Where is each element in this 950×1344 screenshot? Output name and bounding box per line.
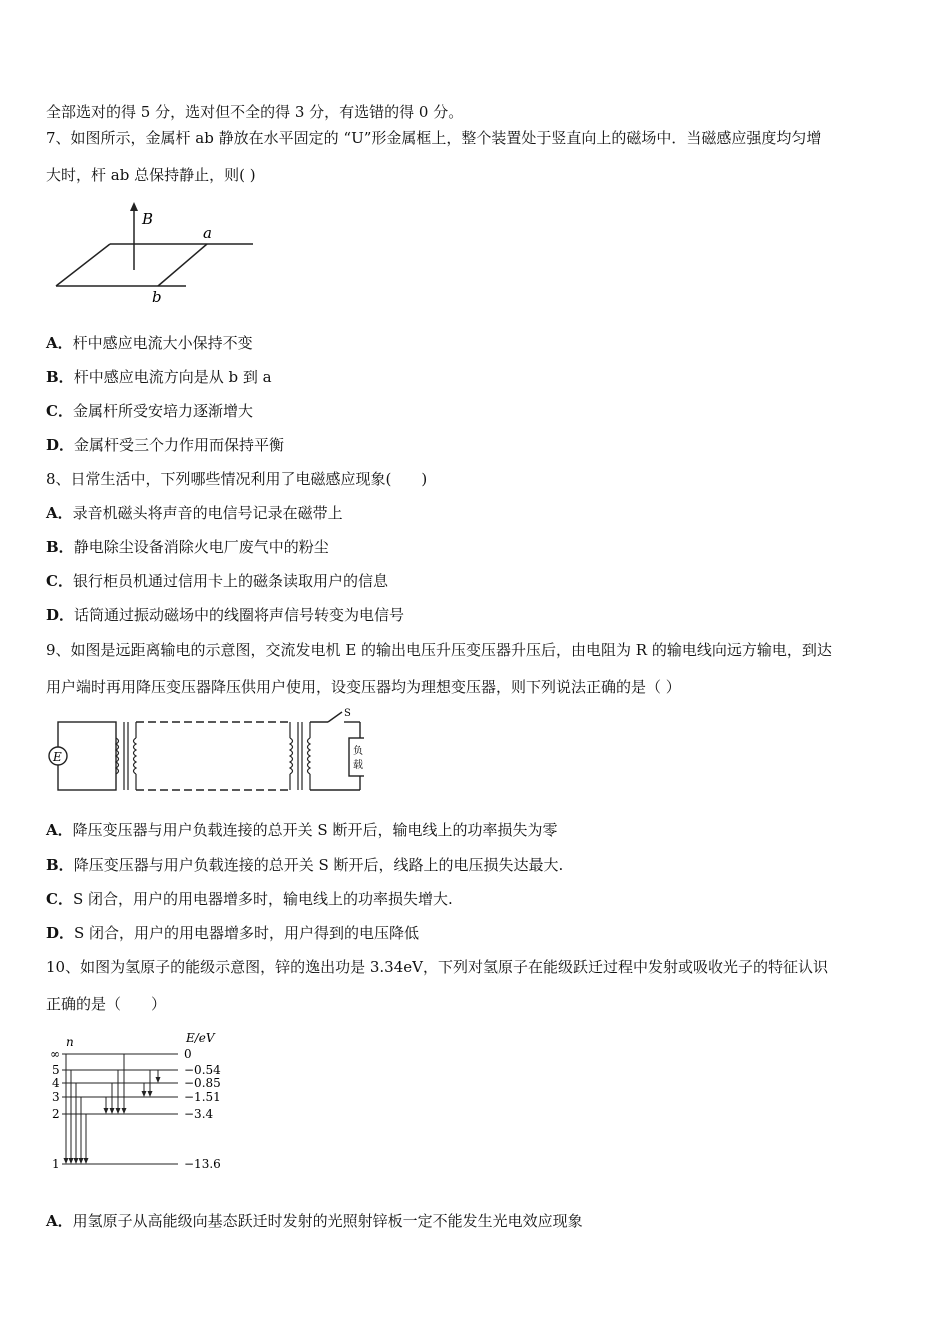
q10-level-n-1: 5 [52, 1063, 60, 1077]
q9-label-E: E [53, 750, 62, 764]
q10-E-label: E/eV [186, 1031, 215, 1045]
q9-label-S: S [344, 708, 351, 719]
q9-option-b: B．降压变压器与用户负载连接的总开关 S 断开后，线路上的电压损失达最大. [46, 856, 564, 874]
q8-option-c: C．银行柜员机通过信用卡上的磁条读取用户的信息 [46, 572, 388, 590]
q10-level-n-0: ∞ [50, 1047, 60, 1061]
q10-option-a: A．用氢原子从高能级向基态跃迁时发射的光照射锌板一定不能发生光电效应现象 [46, 1212, 583, 1230]
q8-option-b: B．静电除尘设备消除火电厂废气中的粉尘 [46, 538, 329, 556]
q7-b-arrowhead [130, 202, 138, 211]
q9-stem-line2: 用户端时再用降压变压器降压供用户使用，设变压器均为理想变压器，则下列说法正确的是（ ） [46, 678, 681, 696]
q8-option-a: A．录音机磁头将声音的电信号记录在磁带上 [46, 504, 343, 522]
q10-level-E-1: −0.54 [184, 1063, 221, 1077]
q10-stem-line2: 正确的是（ ） [46, 995, 167, 1013]
q10-transition-arrowhead-4 [84, 1158, 89, 1164]
q9-load-label-1: 负 [353, 746, 363, 757]
q10-transition-arrowhead-5 [104, 1108, 109, 1114]
q7-option-b: B．杆中感应电流方向是从 b 到 a [46, 368, 272, 386]
q10-transition-arrowhead-3 [79, 1158, 84, 1164]
q9-circuit-figure [44, 708, 364, 794]
q10-transition-arrowhead-7 [116, 1108, 121, 1114]
q7-option-c: C．金属杆所受安培力逐渐增大 [46, 402, 253, 420]
q7-label-B: B [142, 210, 154, 228]
q10-transition-arrowhead-2 [74, 1158, 79, 1164]
q10-stem-line1: 10、如图为氢原子的能级示意图，锌的逸出功是 3.34eV，下列对氢原子在能级跃迁过程中发射或吸收光子的特征认识 [46, 958, 828, 976]
q10-level-E-5: −13.6 [184, 1157, 221, 1171]
q10-transition-arrowhead-11 [156, 1077, 161, 1083]
q8-stem: 8、日常生活中，下列哪些情况利用了电磁感应现象( ) [46, 470, 428, 488]
q7-label-b: b [152, 288, 162, 306]
q10-level-E-0: 0 [184, 1047, 192, 1061]
q10-transition-arrowhead-9 [142, 1091, 147, 1097]
q10-level-E-2: −0.85 [184, 1076, 221, 1090]
q10-level-n-5: 1 [52, 1157, 60, 1171]
q10-transition-arrowhead-10 [148, 1091, 153, 1097]
q10-level-n-3: 3 [52, 1090, 60, 1104]
q9-option-d: D．S 闭合，用户的用电器增多时，用户得到的电压降低 [46, 924, 420, 942]
q10-level-E-3: −1.51 [184, 1090, 221, 1104]
q9-stepdown-secondary-coil [308, 738, 311, 774]
q10-level-n-2: 4 [52, 1076, 60, 1090]
q7-left-side [56, 244, 110, 286]
q10-transition-arrowhead-6 [110, 1108, 115, 1114]
q10-level-n-4: 2 [52, 1107, 60, 1121]
q10-transition-arrowhead-0 [64, 1158, 69, 1164]
q8-option-d: D．话筒通过振动磁场中的线圈将声信号转变为电信号 [46, 606, 405, 624]
q10-level-E-4: −3.4 [184, 1107, 214, 1121]
q9-stepup-primary-coil [116, 738, 119, 774]
q9-switch-S [328, 712, 342, 722]
q9-stem-line1: 9、如图是远距离输电的示意图，交流发电机 E 的输出电压升压变压器升压后，由电阻为 R 的输电线向远方输电，到达 [46, 641, 832, 659]
q10-energy-level-figure [46, 1028, 236, 1174]
q7-label-a: a [203, 224, 212, 242]
q10-transition-arrowhead-8 [122, 1108, 127, 1114]
q7-stem-line2: 大时，杆 ab 总保持静止，则( ) [46, 166, 256, 184]
q9-stepup-secondary-coil [134, 738, 137, 774]
q7-option-d: D．金属杆受三个力作用而保持平衡 [46, 436, 285, 454]
q9-load-label-2: 载 [353, 760, 363, 771]
q7-stem-line1: 7、如图所示，金属杆 ab 静放在水平固定的 “U”形金属框上，整个装置处于竖直向上的磁场中．当磁感应强度均匀增 [46, 129, 822, 147]
q7-rod-ab [158, 244, 207, 286]
q9-stepdown-primary-coil [290, 738, 293, 774]
q7-figure [50, 198, 260, 306]
intro-text: 全部选对的得 5 分，选对但不全的得 3 分，有选错的得 0 分。 [46, 103, 464, 121]
q10-transition-arrowhead-1 [69, 1158, 74, 1164]
q10-n-label: n [66, 1035, 74, 1049]
q9-option-a: A．降压变压器与用户负载连接的总开关 S 断开后，输电线上的功率损失为零 [46, 821, 558, 839]
q7-option-a: A．杆中感应电流大小保持不变 [46, 334, 253, 352]
q9-option-c: C．S 闭合，用户的用电器增多时，输电线上的功率损失增大. [46, 890, 453, 908]
